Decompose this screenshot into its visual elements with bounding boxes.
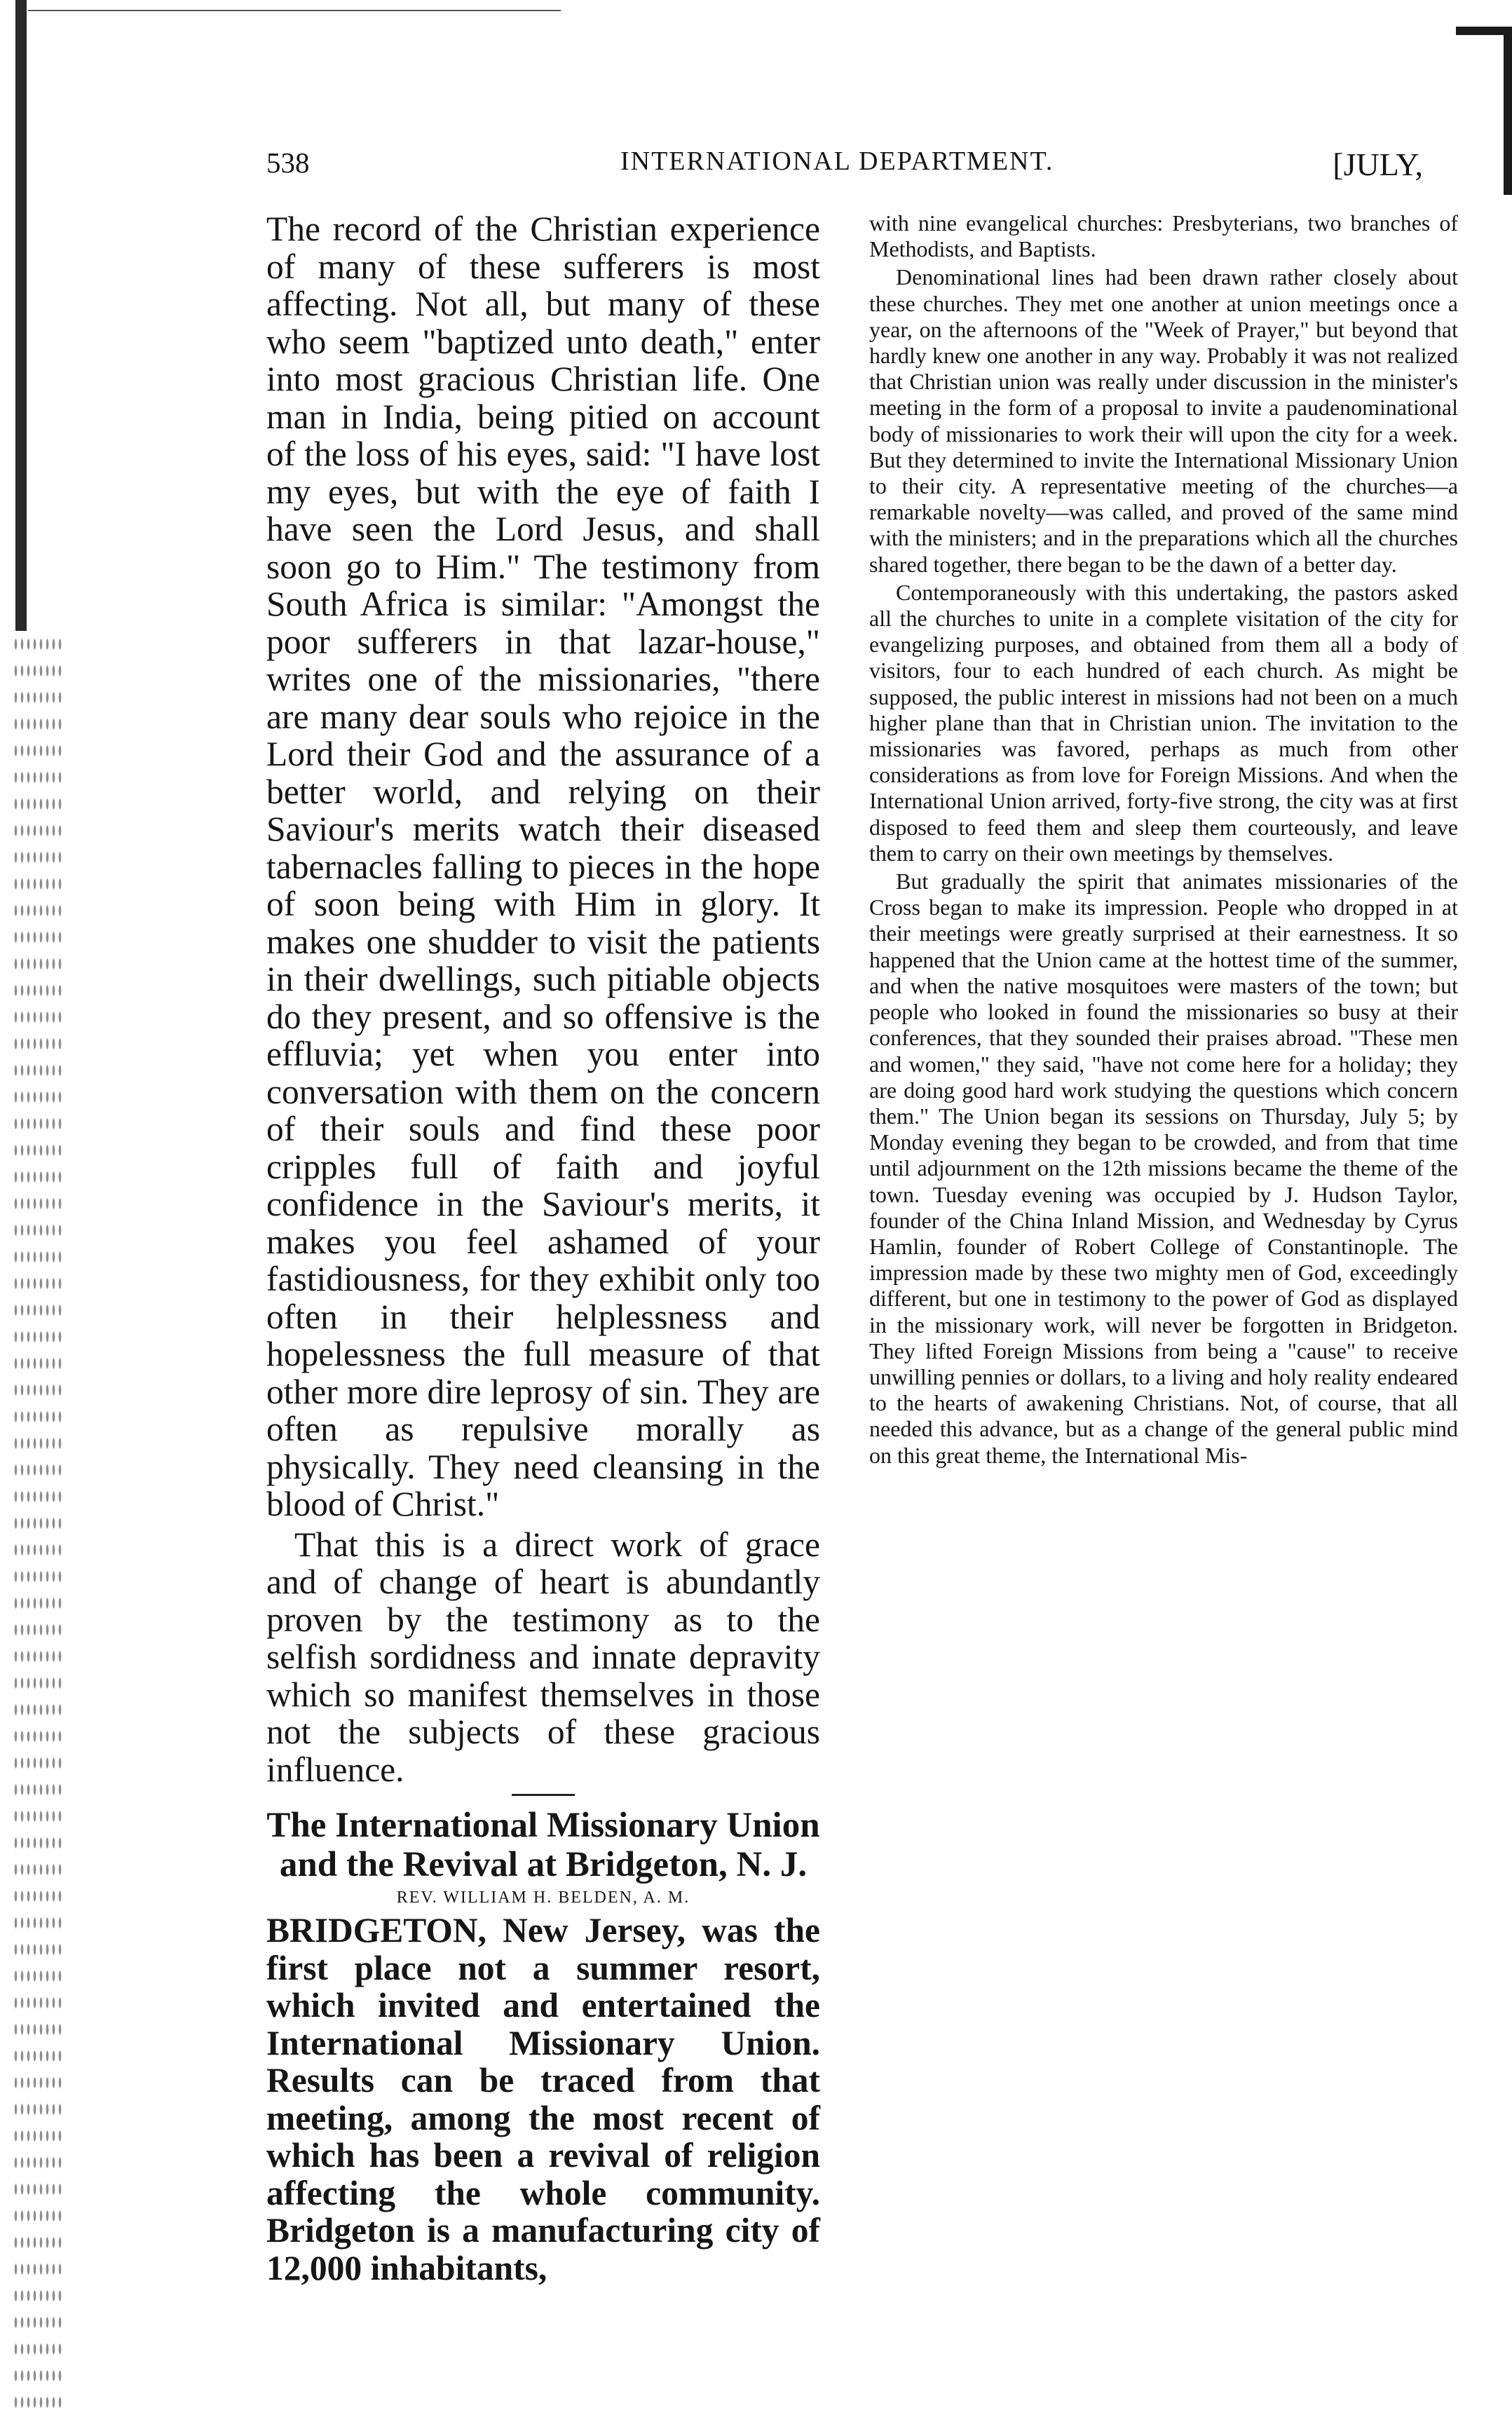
right-paragraph-3: Contemporaneously with this undertaking, the pastors asked all the churches to unite in a complete visitation of the city for evangelizing purposes, and obtained from them all a body of visitors, four to each hundred of each church. As might be supposed, the public interest in missions had not been on a much higher plane than that in Christian union. The invitation to the missionaries was favored, perhaps as much from other considerations as from love for Foreign Missions. And when the International Union arrived, forty-five strong, the city was at first disposed to feed them and sleep them courteously, and leave them to carry on their own meetings by themselves. [869, 579, 1458, 866]
binding-specks [13, 631, 62, 2418]
running-month: [JULY, [1333, 147, 1423, 182]
page-number: 538 [266, 147, 310, 179]
section-divider [512, 1794, 575, 1796]
running-head: INTERNATIONAL DEPARTMENT. [620, 147, 1054, 176]
binding-edge [0, 0, 63, 2436]
article-paragraph-1: BRIDGETON, New Jersey, was the first place not a summer resort, which invited and entertained the International Missionary Union. Results can be traced from that meeting, among the most recent of which has been a revival of religion affecting the whole community. Bridgeton is a manufacturing city of 12,000 inhabitants, [266, 1911, 820, 2287]
right-paragraph-2: Denominational lines had been drawn rather closely about these churches. They met one another at union meetings once a year, on the afternoons of the "Week of Prayer," but beyond that hardly knew one another in any way. Probably it was not realized that Christian union was really under discussion in the minister's meeting in the form of a proposal to invite a paudenominational body of missionaries to work their will upon the city for a week. But they determined to invite the International Missionary Union to their city. A representative meeting of the churches—a remarkable novelty—was called, and proved of the same mind with the ministers; and in the preparations which all the churches shared together, there began to be the dawn of a better day. [869, 264, 1458, 577]
right-paragraph-4: But gradually the spirit that animates missionaries of the Cross began to make its impression. People who dropped in at their meetings were greatly surprised at their earnestness. It so happened that the Union came at the hottest time of the summer, and when the native mosquitoes were masters of the town; but people who looked in found the missionaries so busy at their conferences, that they sounded their praises abroad. "These men and women," they said, "have not come here for a holiday; they are doing good hard work studying the questions which concern them." The Union began its sessions on Thursday, July 5; by Monday evening they began to be crowded, and from that time until adjournment on the 12th missions became the theme of the town. Tuesday evening was occupied by J. Hudson Taylor, founder of the China Inland Mission, and Wednesday by Cyrus Hamlin, founder of Robert College of Constantinople. The impression made by these two mighty men of God, exceedingly different, but one in testimony to the power of God as displayed in the missionary work, will never be forgotten in Bridgeton. They lifted Foreign Missions from being a "cause" to receive unwilling pennies or dollars, to a living and holy reality endeared to the hearts of awakening Christians. Not, of course, that all needed this advance, but as a change of the general public mind on this great theme, the International Mis- [869, 869, 1458, 1468]
top-edge-line [28, 10, 561, 11]
corner-mark-vertical [1504, 27, 1512, 195]
binding-shadow [15, 0, 27, 631]
article-title: The International Missionary Union and the Revival at Bridgeton, N. J. [266, 1806, 820, 1884]
right-column [869, 210, 1458, 1471]
page-header [266, 146, 1423, 188]
left-paragraph-2: That this is a direct work of grace and of change of heart is abundantly proven by the testimony as to the selfish sordidness and innate depravity which so manifest themselves in those not the subjects of these gracious influence. [266, 1525, 820, 1789]
article-byline: REV. WILLIAM H. BELDEN, A. M. [396, 1889, 690, 1907]
right-paragraph-1: with nine evangelical churches: Presbyterians, two branches of Methodists, and Baptists. [869, 210, 1458, 262]
left-paragraph-1: The record of the Christian experience of many of these sufferers is most affecting. Not all, but many of these who seem "baptized unto death," enter into most gracious Christian life. One man in India, being pitied on account of the loss of his eyes, said: "I have lost my eyes, but with the eye of faith I have seen the Lord Jesus, and shall soon go to Him." The testimony from South Africa is similar: "Amongst the poor sufferers in that lazar-house," writes one of the missionaries, "there are many dear souls who rejoice in the Lord their God and the assurance of a better world, and relying on their Saviour's merits watch their diseased tabernacles falling to pieces in the hope of soon being with Him in glory. It makes one shudder to visit the patients in their dwellings, such pitiable objects do they present, and so offensive is the effluvia; yet when you enter into conversation with them on the concern of their souls and find these poor cripples full of faith and joyful confidence in the Saviour's merits, it makes you feel ashamed of your fastidiousness, for they exhibit only too often in their helplessness and hopelessness the full measure of that other more dire leprosy of sin. They are often as repulsive morally as physically. They need cleansing in the blood of Christ." [266, 210, 820, 1523]
left-column [266, 210, 820, 2289]
